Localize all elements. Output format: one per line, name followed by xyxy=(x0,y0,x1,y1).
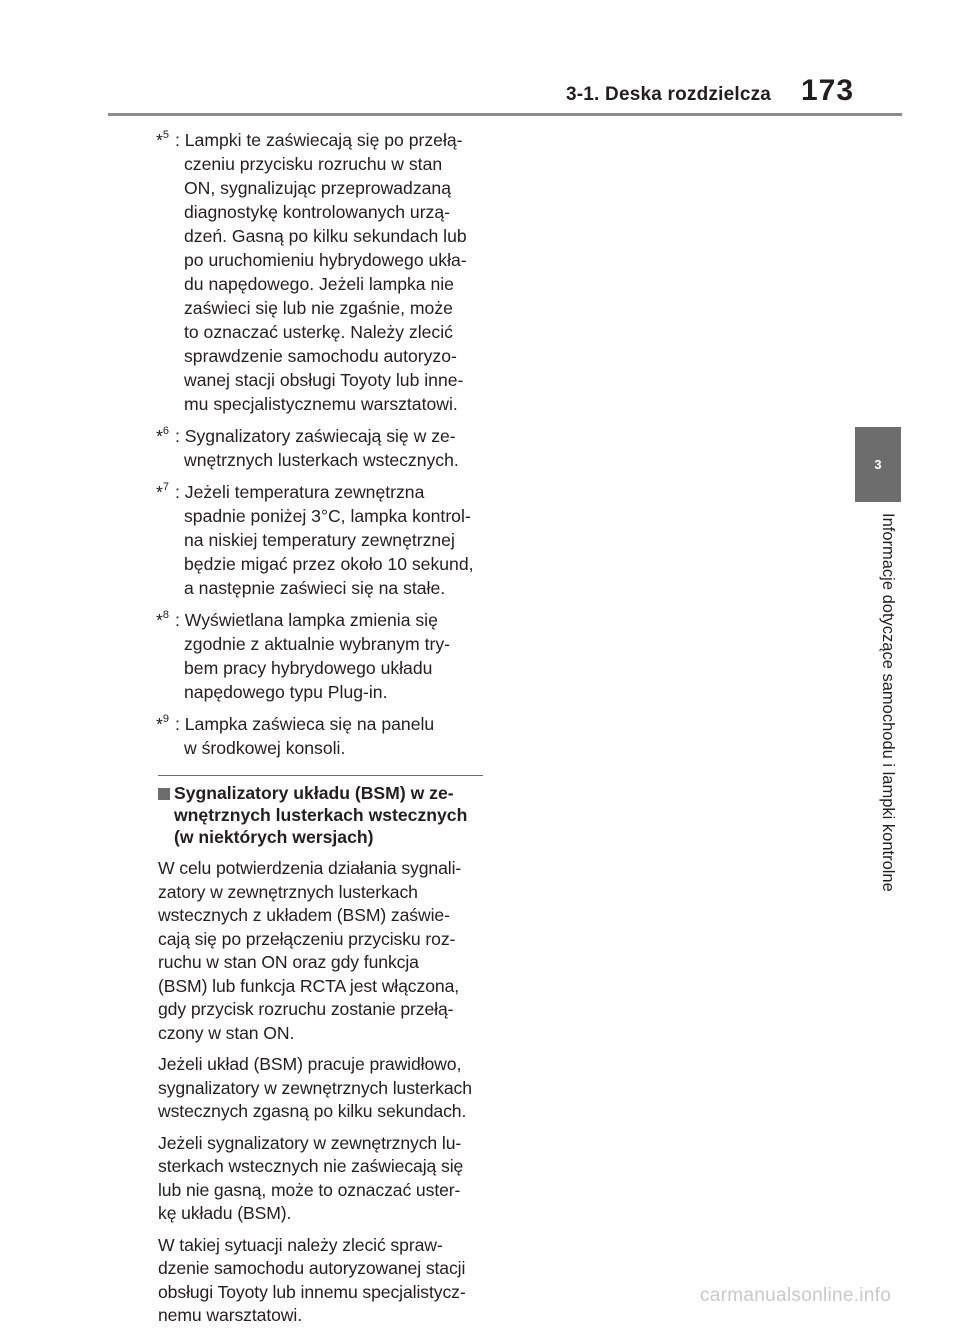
footnote-marker xyxy=(156,712,169,736)
footnote-asterisk: * xyxy=(156,130,163,150)
footnote-asterisk: * xyxy=(156,610,163,630)
footnote-text-line: : Jeżeli temperatura zewnętrzna xyxy=(175,482,425,502)
footnote-text-line: a następnie zaświeci się na stałe. xyxy=(184,578,446,598)
footnote-number: 9 xyxy=(162,713,169,726)
footnote-number: 6 xyxy=(162,425,169,438)
footnote-text-line: sprawdzenie samochodu autoryzo- xyxy=(184,346,457,366)
footnotes xyxy=(158,128,483,760)
paragraph xyxy=(158,857,483,1045)
footnote xyxy=(158,424,483,472)
footnote-text-line: wanej stacji obsługi Toyoty lub inne- xyxy=(184,370,464,390)
footnote-text-line: diagnostykę kontrolowanych urzą- xyxy=(184,202,451,222)
paragraph-line: czony w stan ON. xyxy=(158,1022,295,1043)
footnote-text-line: dzeń. Gasną po kilku sekundach lub xyxy=(184,226,467,246)
content-column xyxy=(158,128,483,1336)
square-bullet-icon xyxy=(158,788,170,800)
footnote-marker xyxy=(156,480,169,504)
footnote-number: 7 xyxy=(162,481,169,494)
footnote xyxy=(158,608,483,704)
paragraph-line: gdy przycisk rozruchu zostanie przełą- xyxy=(158,999,454,1019)
paragraph-line: dzenie samochodu autoryzowanej stacji xyxy=(158,1258,466,1278)
header-rule xyxy=(108,113,902,116)
paragraph-line: wstecznych z układem (BSM) zaświe- xyxy=(158,905,450,925)
chapter-title-vertical: Informacje dotyczące samochodu i lampki kontrolne xyxy=(879,513,897,892)
paragraph xyxy=(158,1053,483,1124)
chapter-tab xyxy=(855,427,901,502)
paragraph xyxy=(158,1234,483,1328)
footnote-text-line: będzie migać przez około 10 sekund, xyxy=(184,554,474,574)
footnote-number: 5 xyxy=(162,129,169,142)
paragraph-line: W takiej sytuacji należy zlecić spraw- xyxy=(158,1234,443,1255)
section-heading-line: Sygnalizatory układu (BSM) w ze- xyxy=(174,783,454,803)
footnote-marker xyxy=(156,608,169,632)
footnote-text-line: : Lampki te zaświecają się po przełą- xyxy=(175,130,463,150)
footnote-number: 8 xyxy=(162,609,169,622)
footnote-text-line: czeniu przycisku rozruchu w stan xyxy=(184,154,443,174)
section-heading xyxy=(158,782,483,848)
footnote xyxy=(158,712,483,760)
paragraph-line: zatory w zewnętrznych lusterkach xyxy=(158,881,418,902)
paragraph-line: ruchu w stan ON oraz gdy funkcja xyxy=(158,952,419,972)
footnote xyxy=(158,480,483,600)
paragraph-line: nemu warsztatowi. xyxy=(158,1305,302,1325)
footnote-text-line: : Lampka zaświeca się na panelu xyxy=(175,714,435,734)
paragraph xyxy=(158,1132,483,1226)
paragraph-line: Jeżeli sygnalizatory w zewnętrznych lu- xyxy=(158,1132,462,1153)
footnote-text-line: du napędowego. Jeżeli lampka nie xyxy=(184,274,454,294)
footnote-text-line: zaświeci się lub nie zgaśnie, może xyxy=(184,298,453,318)
footnote-text-line: mu specjalistycznemu warsztatowi. xyxy=(184,394,458,414)
footnote-asterisk: * xyxy=(156,482,163,502)
section-heading-line: wnętrznych lusterkach wstecznych xyxy=(174,805,468,825)
paragraph-line: obsługi Toyoty lub innemu specjalistycz- xyxy=(158,1281,466,1302)
footnote-asterisk: * xyxy=(156,714,163,734)
footnote-text-line: : Sygnalizatory zaświecają się w ze- xyxy=(175,426,456,446)
paragraph-line: sygnalizatory w zewnętrznych lusterkach xyxy=(158,1077,472,1098)
paragraph-line: (BSM) lub funkcja RCTA jest włączona, xyxy=(158,975,460,996)
footnote-text-line: : Wyświetlana lampka zmienia się xyxy=(175,610,438,630)
paragraph-line: cają się po przełączeniu przycisku roz- xyxy=(158,928,456,949)
footnote-text-line: bem pracy hybrydowego układu xyxy=(184,658,433,678)
footer-watermark: carmanualsonline.info xyxy=(700,1285,892,1306)
footnote-text-line: w środkowej konsoli. xyxy=(184,738,346,758)
footnote-text-line: ON, sygnalizując przeprowadzaną xyxy=(184,178,451,198)
chapter-number: 3 xyxy=(874,457,882,472)
footnote-text-line: na niskiej temperatury zewnętrznej xyxy=(184,530,455,550)
footnote-text-line: wnętrznych lusterkach wstecznych. xyxy=(184,450,459,470)
paragraph-line: wstecznych zgasną po kilku sekundach. xyxy=(158,1101,467,1121)
footnote xyxy=(158,128,483,416)
footnote-marker xyxy=(156,424,169,448)
footnote-text-line: to oznaczać usterkę. Należy zlecić xyxy=(184,322,453,342)
footnote-text-line: spadnie poniżej 3°C, lampka kontrol- xyxy=(184,506,471,526)
paragraph-line: kę układu (BSM). xyxy=(158,1203,292,1223)
footnote-marker xyxy=(156,128,169,152)
paragraph-line: sterkach wstecznych nie zaświecają się xyxy=(158,1156,464,1176)
footnote-text-line: po uruchomieniu hybrydowego ukła- xyxy=(184,250,467,270)
paragraph-line: W celu potwierdzenia działania sygnali- xyxy=(158,858,462,878)
footnote-text-line: napędowego typu Plug-in. xyxy=(184,682,388,702)
section-rule xyxy=(158,775,483,776)
section-heading-line: (w niektórych wersjach) xyxy=(174,827,374,847)
header-section-title: 3-1. Deska rozdzielcza xyxy=(566,84,772,105)
page-number: 173 xyxy=(801,74,855,107)
section-body xyxy=(158,857,483,1328)
footnote-text-line: zgodnie z aktualnie wybranym try- xyxy=(184,634,450,654)
paragraph-line: lub nie gasną, może to oznaczać uster- xyxy=(158,1179,461,1200)
paragraph-line: Jeżeli układ (BSM) pracuje prawidłowo, xyxy=(158,1054,462,1074)
footnote-asterisk: * xyxy=(156,426,163,446)
